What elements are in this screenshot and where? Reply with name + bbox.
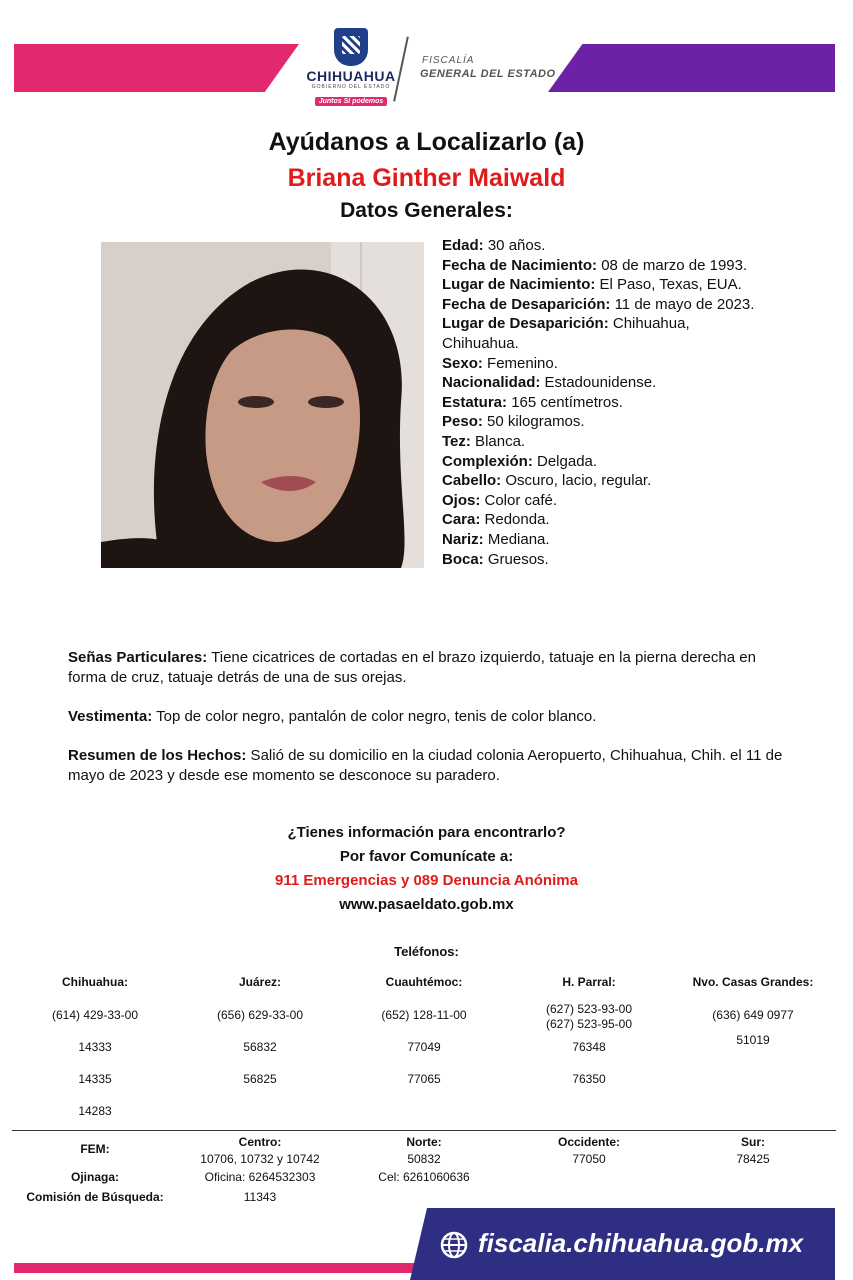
phone-col-cuauhtemoc	[359, 976, 489, 1104]
detail-label: Complexión:	[442, 452, 533, 470]
detail-value: Estadounidense.	[540, 374, 657, 392]
contact-question: ¿Tienes información para encontrarlo?	[287, 824, 566, 841]
phone-value: 56825	[243, 1072, 277, 1086]
phone-col-juarez	[195, 976, 325, 1104]
detail-value: Chihuahua,	[608, 315, 690, 333]
fem-label: FEM:	[80, 1142, 110, 1156]
detail-label: Boca:	[442, 550, 484, 568]
detail-value: Blanca.	[470, 432, 526, 450]
sur-value: 78425	[736, 1152, 770, 1166]
detail-row	[442, 510, 802, 530]
detail-label: Lugar de Nacimiento:	[442, 276, 596, 294]
contact-please: Por favor Comunícate a:	[339, 848, 514, 865]
emergency-numbers: 911 Emergencias y 089 Denuncia Anónima	[275, 872, 578, 889]
detail-row	[442, 314, 802, 334]
detail-row	[442, 550, 802, 570]
logo-tagline: Juntos Sí podemos	[315, 97, 388, 106]
phone-col-chihuahua	[30, 976, 160, 1136]
centro-head: Centro:	[238, 1135, 282, 1149]
detail-value: 08 de marzo de 1993.	[597, 256, 748, 274]
detail-row	[442, 354, 802, 374]
phone-col-head: Cuauhtémoc:	[385, 975, 463, 989]
detail-row	[442, 432, 802, 452]
detail-label: Sexo:	[442, 354, 483, 372]
detail-value: Color café.	[480, 491, 558, 509]
phone-value: 76348	[572, 1040, 606, 1054]
detail-value: Gruesos.	[483, 550, 549, 568]
norte-value: 50832	[407, 1152, 441, 1166]
phone-value: (652) 128-11-00	[381, 1008, 467, 1022]
details-list	[442, 236, 802, 569]
phone-value: 77049	[407, 1040, 441, 1054]
globe-icon	[440, 1231, 468, 1259]
header-purple-bar	[548, 44, 835, 92]
detail-value: Mediana.	[483, 530, 550, 548]
phone-value: (627) 523-93-00	[545, 1002, 633, 1016]
vestimenta	[68, 707, 788, 727]
detail-row	[442, 491, 802, 511]
resumen-text: Salió de su domicilio en la ciudad colonia Aeropuerto, Chihuahua, Chih. el 11 de mayo de 2023 y desde ese momento se desconoce su paradero.	[68, 747, 783, 784]
ojinaga-cel: Cel: 6261060636	[378, 1170, 470, 1184]
detail-label: Tez:	[442, 432, 471, 450]
detail-row	[442, 373, 802, 393]
resumen-label: Resumen de los Hechos:	[68, 747, 247, 764]
phone-col-casas-grandes	[680, 976, 826, 1065]
detail-value: Redonda.	[480, 511, 550, 529]
vestimenta-text: Top de color negro, pantalón de color negro, tenis de color blanco.	[152, 708, 597, 725]
ojinaga-oficina: Oficina: 6264532303	[204, 1170, 316, 1184]
detail-value: 30 años.	[483, 237, 546, 254]
phone-value: 14335	[78, 1072, 112, 1086]
comision-label: Comisión de Búsqueda:	[26, 1190, 164, 1204]
senas-particulares	[68, 648, 788, 687]
header-pink-bar	[14, 44, 299, 92]
phone-col-head: Nvo. Casas Grandes:	[692, 975, 814, 989]
detail-value: 50 kilogramos.	[482, 413, 585, 431]
fiscalia-general-label: GENERAL DEL ESTADO	[420, 68, 556, 80]
phones-divider	[12, 1130, 836, 1131]
vestimenta-label: Vestimenta:	[68, 708, 153, 725]
detail-label: Nariz:	[442, 530, 484, 548]
section-title: Datos Generales:	[340, 199, 513, 222]
detail-label: Cabello:	[442, 472, 502, 490]
detail-row	[442, 530, 802, 550]
detail-label: Nacionalidad:	[442, 374, 541, 392]
person-photo-illustration	[101, 242, 424, 568]
detail-row	[442, 334, 802, 354]
detail-label: Fecha de Nacimiento:	[442, 256, 598, 274]
detail-label: Cara:	[442, 511, 481, 529]
detail-row	[442, 236, 802, 256]
detail-value: 11 de mayo de 2023.	[610, 295, 755, 313]
norte-head: Norte:	[406, 1135, 442, 1149]
phone-value: 77065	[407, 1072, 441, 1086]
detail-label: Fecha de Desaparición:	[442, 295, 611, 313]
footer-url[interactable]: fiscalia.chihuahua.gob.mx	[478, 1228, 804, 1258]
website-link[interactable]: www.pasaeldato.gob.mx	[339, 896, 514, 913]
footer-pink-bar	[14, 1263, 444, 1273]
detail-label: Peso:	[442, 413, 483, 431]
phone-value: 56832	[243, 1040, 277, 1054]
logo-subtitle: GOBIERNO DEL ESTADO	[311, 84, 391, 90]
detail-row	[442, 256, 802, 276]
phones-title: Teléfonos:	[394, 944, 459, 959]
shield-icon	[334, 28, 368, 66]
detail-label: Edad:	[442, 237, 484, 254]
detail-row	[442, 471, 802, 491]
ojinaga-label: Ojinaga:	[70, 1170, 119, 1184]
chihuahua-logo	[296, 28, 406, 108]
sur-head: Sur:	[741, 1135, 765, 1149]
detail-value: Delgada.	[532, 452, 598, 470]
detail-row	[442, 295, 802, 315]
detail-label: Ojos:	[442, 491, 481, 509]
phone-col-parral	[524, 976, 654, 1104]
phone-value: (614) 429-33-00	[51, 1008, 139, 1022]
detail-value: El Paso, Texas, EUA.	[595, 276, 742, 294]
detail-label: Estatura:	[442, 393, 508, 411]
phone-value: (627) 523-95-00	[545, 1017, 633, 1031]
phone-value: 76350	[572, 1072, 606, 1086]
phone-value: 14333	[78, 1040, 112, 1054]
detail-label: Lugar de Desaparición:	[442, 315, 609, 333]
detail-value: 165 centímetros.	[507, 393, 623, 411]
occidente-head: Occidente:	[557, 1135, 620, 1149]
comision-value: 11343	[243, 1190, 277, 1204]
detail-row	[442, 393, 802, 413]
fiscalia-label: FISCALÍA	[422, 55, 475, 66]
detail-value: Oscuro, lacio, regular.	[501, 472, 652, 490]
detail-row	[442, 452, 802, 472]
senas-label: Señas Particulares:	[68, 649, 208, 666]
page-title: Ayúdanos a Localizarlo (a)	[268, 128, 585, 156]
occidente-value: 77050	[572, 1152, 606, 1166]
centro-value: 10706, 10732 y 10742	[200, 1152, 320, 1166]
person-name: Briana Ginther Maiwald	[287, 164, 566, 192]
logo-title: CHIHUAHUA	[306, 68, 396, 84]
detail-value: Chihuahua.	[442, 334, 519, 352]
phone-col-head: Chihuahua:	[62, 975, 128, 989]
phone-value: (636) 649 0977	[712, 1008, 794, 1022]
resumen-hechos	[68, 746, 788, 785]
person-photo	[101, 242, 424, 568]
detail-row	[442, 412, 802, 432]
phone-value: 14283	[78, 1104, 112, 1118]
phone-value: (656) 629-33-00	[216, 1008, 304, 1022]
senas-text: Tiene cicatrices de cortadas en el brazo izquierdo, tatuaje en la pierna derecha en forma de cruz, tatuaje detrás de una de sus orejas.	[68, 649, 756, 686]
detail-row	[442, 275, 802, 295]
phone-value: 51019	[736, 1033, 770, 1047]
phone-col-head: H. Parral:	[562, 975, 616, 989]
phone-col-head: Juárez:	[238, 975, 282, 989]
detail-value: Femenino.	[482, 354, 558, 372]
